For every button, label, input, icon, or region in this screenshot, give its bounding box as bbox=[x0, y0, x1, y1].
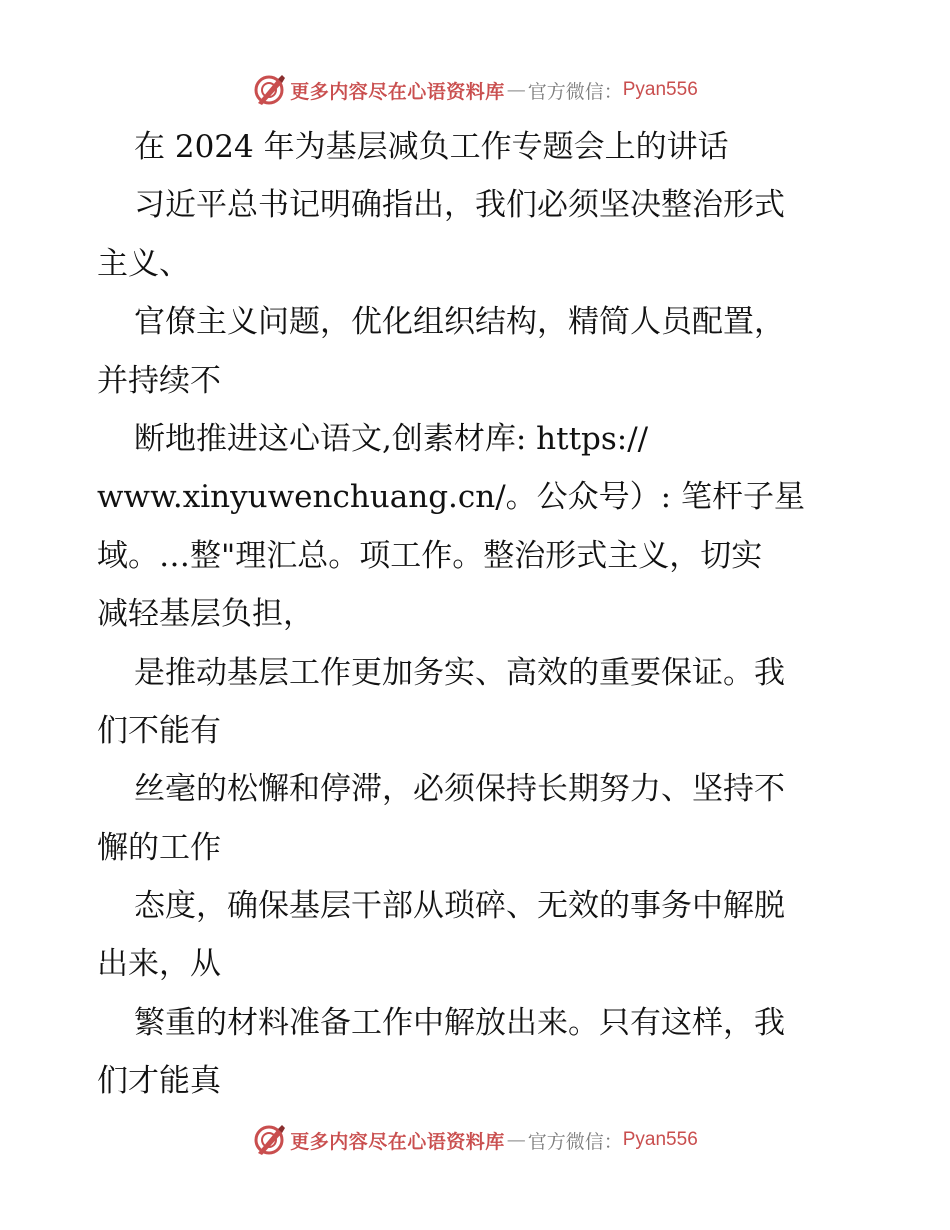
watermark-separator: — bbox=[506, 79, 526, 101]
footer-watermark bbox=[0, 1120, 950, 1160]
body-line: 习近平总书记明确指出，我们必须坚决整治形式 bbox=[134, 187, 785, 224]
body-line: 态度，确保基层干部从琐碎、无效的事务中解脱 bbox=[134, 888, 785, 925]
watermark-official-label: 官方微信： bbox=[527, 80, 623, 103]
body-line: 减轻基层负担， bbox=[97, 596, 314, 633]
watermark-official-label: 官方微信： bbox=[527, 1130, 623, 1153]
body-line: www.xinyuwenchuang.cn/。公众号）: 笔杆子星 bbox=[97, 479, 805, 516]
watermark-wechat-id: Pyan556 bbox=[622, 1129, 698, 1150]
body-line: 并持续不 bbox=[97, 362, 221, 399]
body-line: 断地推进这心语文,创素材库: https:// bbox=[134, 420, 649, 457]
body-line: 们才能真 bbox=[97, 1063, 221, 1100]
body-line: 主义、 bbox=[97, 245, 190, 282]
watermark-separator: — bbox=[506, 1129, 526, 1151]
document-title: 在 2024 年为基层减负工作专题会上的讲话 bbox=[134, 129, 729, 165]
body-line: 官僚主义问题，优化组织结构，精简人员配置， bbox=[134, 304, 785, 341]
watermark-library-text: 更多内容尽在心语资料库 bbox=[290, 80, 505, 103]
pen-logo-icon bbox=[252, 1123, 286, 1157]
body-line: 丝毫的松懈和停滞，必须保持长期努力、坚持不 bbox=[134, 771, 785, 808]
document-body bbox=[97, 118, 857, 1111]
pen-logo-icon bbox=[252, 73, 286, 107]
body-line: 繁重的材料准备工作中解放出来。只有这样，我 bbox=[134, 1004, 785, 1041]
header-watermark bbox=[0, 70, 950, 110]
body-line: 出来，从 bbox=[97, 946, 221, 983]
body-line: 域。…整"理汇总。项工作。整治形式主义，切实 bbox=[97, 537, 763, 574]
watermark-wechat-id: Pyan556 bbox=[622, 79, 698, 100]
body-line: 是推动基层工作更加务实、高效的重要保证。我 bbox=[134, 654, 785, 691]
body-line: 们不能有 bbox=[97, 712, 221, 749]
watermark-library-text: 更多内容尽在心语资料库 bbox=[290, 1130, 505, 1153]
body-line: 懈的工作 bbox=[97, 829, 221, 866]
